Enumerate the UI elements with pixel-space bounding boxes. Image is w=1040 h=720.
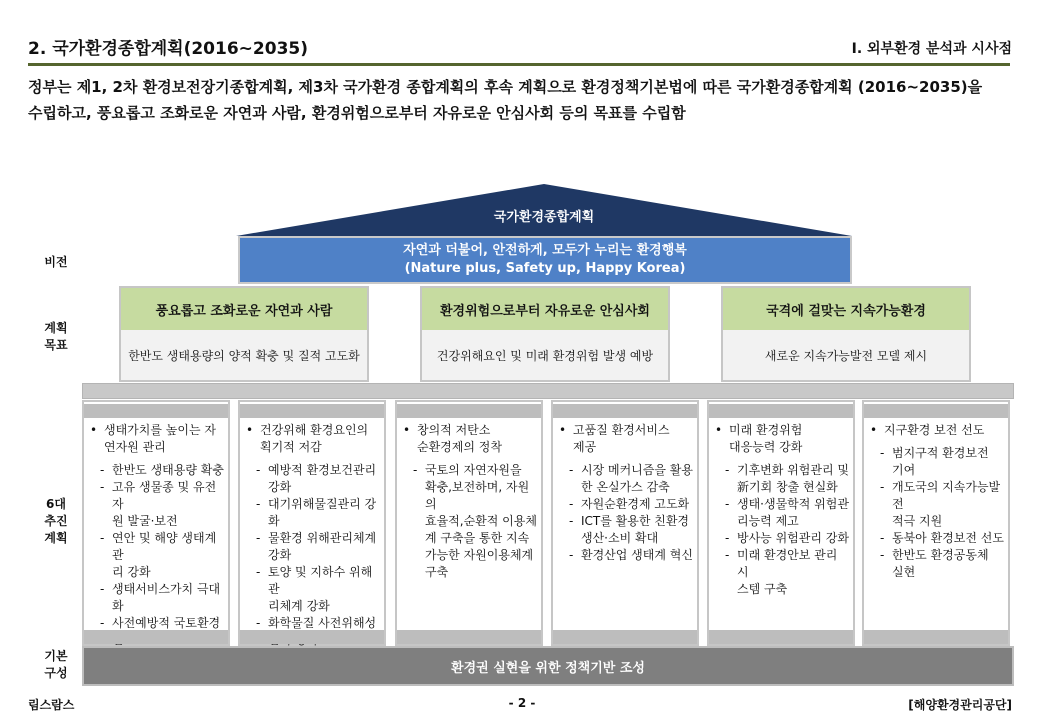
list-item-line: 리 강화 bbox=[112, 565, 151, 579]
goal-desc: 한반도 생태용량의 양적 확충 및 질적 고도화 bbox=[128, 348, 360, 363]
list-item-text bbox=[581, 462, 693, 496]
bullet-mark: • bbox=[559, 423, 567, 437]
list-item-line: 시장 메커니즘을 활용 bbox=[581, 463, 693, 477]
lintel-beam bbox=[82, 383, 1014, 399]
goal-title: 풍요롭고 조화로운 자연과 사람 bbox=[121, 288, 367, 330]
strategy-heading bbox=[403, 422, 537, 456]
dash-mark: - bbox=[569, 497, 574, 511]
dash-mark: - bbox=[880, 531, 885, 545]
vision-box bbox=[238, 236, 852, 284]
list-item-line: 토양 및 지하수 위해관 bbox=[268, 565, 373, 596]
pillar-cap-bottom bbox=[397, 630, 541, 644]
pillar-cap-bottom bbox=[709, 630, 853, 644]
list-item-text bbox=[268, 564, 380, 615]
base-label bbox=[36, 648, 76, 682]
strategy-heading bbox=[715, 422, 849, 456]
list-item-line: 생태서비스가치 극대화 bbox=[112, 582, 221, 613]
dash-mark: - bbox=[100, 463, 105, 477]
list-item-line: 한반도 환경공동체 bbox=[892, 548, 989, 562]
list-item-line: 계 구축을 통한 지속 bbox=[425, 531, 530, 545]
dash-mark: - bbox=[413, 463, 418, 477]
heading-line: 연자원 관리 bbox=[104, 440, 166, 454]
dash-mark: - bbox=[725, 497, 730, 511]
list-item-line: 효율적,순환적 이용체 bbox=[425, 514, 537, 528]
strategy-heading bbox=[870, 422, 1004, 439]
list-item bbox=[725, 462, 849, 496]
strategy-task-list bbox=[246, 462, 380, 649]
list-item-line: 확충,보전하며, 자원의 bbox=[425, 480, 530, 511]
goals-label bbox=[36, 320, 76, 354]
dash-mark: - bbox=[256, 565, 261, 579]
strategy-task-list bbox=[715, 462, 849, 598]
dash-mark: - bbox=[100, 531, 105, 545]
bullet-mark: • bbox=[246, 423, 254, 437]
list-item-line: 기후변화 위험관리 및 bbox=[737, 463, 849, 477]
list-item-line: 사전예방적 국토환경 bbox=[112, 616, 221, 630]
list-item bbox=[256, 496, 380, 530]
heading-line: 미래 환경위험 bbox=[729, 423, 803, 437]
foundation-bar: 환경권 실현을 위한 정책기반 조성 bbox=[82, 646, 1014, 686]
list-item-line: 리체계 강화 bbox=[268, 599, 330, 613]
header-rule bbox=[28, 63, 1010, 66]
heading-line: 건강위해 환경요인의 bbox=[260, 423, 369, 437]
list-item bbox=[256, 564, 380, 615]
list-item-line: 개도국의 지속가능발전 bbox=[892, 480, 1001, 511]
pillar-cap-bottom bbox=[553, 630, 697, 644]
list-item bbox=[256, 530, 380, 564]
dash-mark: - bbox=[725, 463, 730, 477]
roof-label: 국가환경종합계획 bbox=[493, 210, 595, 225]
list-item-line: 가능한 자원이용체계 bbox=[425, 548, 534, 562]
list-item-line: 동북아 환경보전 선도 bbox=[892, 531, 1004, 545]
list-item-line: 방사능 위험관리 강화 bbox=[737, 531, 849, 545]
list-item-text bbox=[737, 462, 849, 496]
list-item-text bbox=[737, 496, 849, 530]
strategy-heading-text bbox=[573, 422, 670, 456]
list-item bbox=[256, 462, 380, 496]
pillar-content bbox=[715, 422, 849, 598]
vision-line-2: (Nature plus, Safety up, Happy Korea) bbox=[404, 261, 686, 276]
strategy-heading bbox=[559, 422, 693, 456]
pillar-cap-top bbox=[240, 404, 384, 418]
dash-mark: - bbox=[880, 548, 885, 562]
list-item bbox=[100, 479, 224, 530]
list-item bbox=[880, 479, 1004, 530]
list-item-line: 新기회 창출 현실화 bbox=[737, 480, 838, 494]
strategy-heading-text bbox=[260, 422, 368, 456]
list-item-text bbox=[581, 513, 689, 547]
bullet-mark: • bbox=[715, 423, 723, 437]
list-item bbox=[100, 581, 224, 615]
list-item-text bbox=[268, 462, 376, 496]
pillar-cap-top bbox=[84, 404, 228, 418]
list-item-line: 미래 환경안보 관리 시 bbox=[737, 548, 838, 579]
list-item-line: 자원순환경제 고도화 bbox=[581, 497, 690, 511]
list-item-line: 대기위해물질관리 강화 bbox=[268, 497, 377, 528]
vision-line-1: 자연과 더불어, 안전하게, 모두가 누리는 환경행복 bbox=[403, 243, 687, 258]
strategy-pillar bbox=[862, 400, 1010, 646]
list-item-line: 물환경 위해관리체계 bbox=[268, 531, 377, 545]
pillar-content bbox=[870, 422, 1004, 581]
list-item bbox=[100, 530, 224, 581]
bullet-mark: • bbox=[403, 423, 411, 437]
list-item-line: 환경산업 생태계 혁신 bbox=[581, 548, 693, 562]
strategy-pillar bbox=[82, 400, 230, 646]
list-item-text bbox=[112, 530, 224, 581]
list-item-text bbox=[892, 479, 1004, 530]
strategy-heading-text bbox=[729, 422, 802, 456]
list-item-text bbox=[892, 530, 1004, 547]
strategies-label-line-2: 추진 bbox=[44, 514, 68, 528]
goal-desc: 건강위해요인 및 미래 환경위험 발생 예방 bbox=[436, 348, 654, 363]
strategy-task-list bbox=[559, 462, 693, 564]
list-item-line: 강화 bbox=[268, 548, 292, 562]
list-item-text bbox=[268, 496, 380, 530]
list-item-text bbox=[581, 547, 693, 564]
pillar-cap-top bbox=[709, 404, 853, 418]
dash-mark: - bbox=[569, 463, 574, 477]
list-item-text bbox=[112, 479, 224, 530]
list-item-line: 범지구적 환경보전 bbox=[892, 446, 989, 460]
list-item-line: 적극 지원 bbox=[892, 514, 943, 528]
goal-title: 국격에 걸맞는 지속가능환경 bbox=[723, 288, 969, 330]
pillar-cap-top bbox=[397, 404, 541, 418]
list-item-line: 구축 bbox=[425, 565, 449, 579]
goal-box-3 bbox=[721, 286, 971, 382]
pillar-cap-bottom bbox=[240, 630, 384, 644]
list-item-text bbox=[581, 496, 689, 513]
list-item-line: 원 발굴·보전 bbox=[112, 514, 178, 528]
list-item-line: 스템 구축 bbox=[737, 582, 788, 596]
strategy-pillar bbox=[707, 400, 855, 646]
list-item bbox=[100, 462, 224, 479]
list-item-line: 생태·생물학적 위험관 bbox=[737, 497, 849, 511]
pillar-cap-top bbox=[864, 404, 1008, 418]
list-item-text bbox=[892, 445, 989, 479]
list-item-line: 고유 생물종 및 유전자 bbox=[112, 480, 217, 511]
intro-line-2: 수립하고, 풍요롭고 조화로운 자연과 사람, 환경위험으로부터 자유로운 안심사회 등의 목표를 수립함 bbox=[28, 104, 686, 122]
section-title: I. 외부환경 분석과 시사점 bbox=[851, 41, 1012, 57]
strategies-label-line-3: 계획 bbox=[44, 531, 68, 545]
strategy-task-list bbox=[870, 445, 1004, 581]
intro-text bbox=[28, 74, 1018, 126]
page-title: 2. 국가환경종합계획(2016~2035) bbox=[28, 39, 308, 59]
list-item-line: 한 온실가스 감축 bbox=[581, 480, 670, 494]
dash-mark: - bbox=[725, 548, 730, 562]
dash-mark: - bbox=[256, 463, 261, 477]
goal-title: 환경위험으로부터 자유로운 안심사회 bbox=[422, 288, 668, 330]
strategy-task-list bbox=[403, 462, 537, 581]
list-item-line: 실현 bbox=[892, 565, 916, 579]
goals-label-line-2: 목표 bbox=[44, 338, 68, 352]
pillar-content bbox=[559, 422, 693, 564]
strategy-heading-text bbox=[417, 422, 502, 456]
list-item-line: 한반도 생태용량 확충 bbox=[112, 463, 224, 477]
dash-mark: - bbox=[100, 582, 105, 596]
heading-line: 생태가치를 높이는 자 bbox=[104, 423, 216, 437]
pillar-cap-bottom bbox=[84, 630, 228, 644]
list-item bbox=[725, 496, 849, 530]
heading-line: 대응능력 강화 bbox=[729, 440, 803, 454]
pillar-cap-top bbox=[553, 404, 697, 418]
dash-mark: - bbox=[256, 531, 261, 545]
strategy-heading bbox=[90, 422, 224, 456]
pillar-content bbox=[246, 422, 380, 649]
dash-mark: - bbox=[569, 548, 574, 562]
list-item bbox=[880, 547, 1004, 581]
goals-label-line-1: 계획 bbox=[44, 321, 68, 335]
goal-desc: 새로운 지속가능발전 모델 제시 bbox=[764, 348, 928, 363]
list-item-line: 강화 bbox=[268, 480, 292, 494]
list-item bbox=[569, 513, 693, 547]
list-item-text bbox=[425, 462, 537, 581]
heading-line: 창의적 저탄소 bbox=[417, 423, 491, 437]
list-item bbox=[569, 547, 693, 564]
dash-mark: - bbox=[256, 616, 261, 630]
goal-box-2 bbox=[420, 286, 670, 382]
intro-line-1: 정부는 제1, 2차 환경보전장기종합계획, 제3차 국가환경 종합계획의 후속 계획으로 환경정책기본법에 따른 국가환경종합계획 (2016~2035)을 bbox=[28, 78, 983, 96]
base-label-line-1: 기본 bbox=[44, 649, 68, 663]
list-item-line: 연안 및 해양 생태계 관 bbox=[112, 531, 217, 562]
heading-line: 획기적 저감 bbox=[260, 440, 322, 454]
base-label-line-2: 구성 bbox=[44, 666, 68, 680]
dash-mark: - bbox=[880, 446, 885, 460]
strategy-pillar bbox=[238, 400, 386, 646]
heading-line: 순환경제의 정착 bbox=[417, 440, 502, 454]
bullet-mark: • bbox=[870, 423, 878, 437]
dash-mark: - bbox=[880, 480, 885, 494]
list-item-line: 기여 bbox=[892, 463, 916, 477]
pillar-cap-bottom bbox=[864, 630, 1008, 644]
strategy-heading bbox=[246, 422, 380, 456]
dash-mark: - bbox=[100, 480, 105, 494]
strategies-label-line-1: 6대 bbox=[46, 497, 66, 511]
list-item-text bbox=[737, 547, 849, 598]
list-item bbox=[413, 462, 537, 581]
bullet-mark: • bbox=[90, 423, 98, 437]
strategy-heading-text bbox=[884, 422, 984, 439]
strategies-label bbox=[36, 496, 76, 547]
list-item-text bbox=[112, 462, 224, 479]
heading-line: 지구환경 보전 선도 bbox=[884, 423, 985, 437]
list-item-line: 국토의 자연자원을 bbox=[425, 463, 522, 477]
footer-right: [해양환경관리공단] bbox=[908, 698, 1012, 712]
heading-line: 제공 bbox=[573, 440, 597, 454]
list-item bbox=[725, 547, 849, 598]
list-item-text bbox=[737, 530, 849, 547]
list-item-line: ICT를 활용한 친환경 bbox=[581, 514, 690, 528]
heading-line: 고품질 환경서비스 bbox=[573, 423, 670, 437]
dash-mark: - bbox=[569, 514, 574, 528]
list-item-text bbox=[892, 547, 989, 581]
dash-mark: - bbox=[256, 497, 261, 511]
footer-left: 림스람스 bbox=[28, 698, 75, 712]
strategy-heading-text bbox=[104, 422, 216, 456]
list-item-line: 리능력 제고 bbox=[737, 514, 799, 528]
list-item bbox=[880, 445, 1004, 479]
list-item-line: 생산·소비 확대 bbox=[581, 531, 659, 545]
list-item-text bbox=[112, 581, 224, 615]
dash-mark: - bbox=[100, 616, 105, 630]
list-item bbox=[880, 530, 1004, 547]
strategy-pillar bbox=[395, 400, 543, 646]
vision-label: 비전 bbox=[44, 255, 68, 269]
strategy-pillar bbox=[551, 400, 699, 646]
pillar-content bbox=[403, 422, 537, 581]
dash-mark: - bbox=[725, 531, 730, 545]
list-item-line: 화학물질 사전위해성 bbox=[268, 616, 377, 630]
list-item-text bbox=[268, 530, 376, 564]
page-number: - 2 - bbox=[508, 696, 536, 710]
list-item bbox=[725, 530, 849, 547]
list-item bbox=[569, 462, 693, 496]
goal-box-1 bbox=[119, 286, 369, 382]
list-item bbox=[569, 496, 693, 513]
list-item-line: 예방적 환경보건관리 bbox=[268, 463, 377, 477]
